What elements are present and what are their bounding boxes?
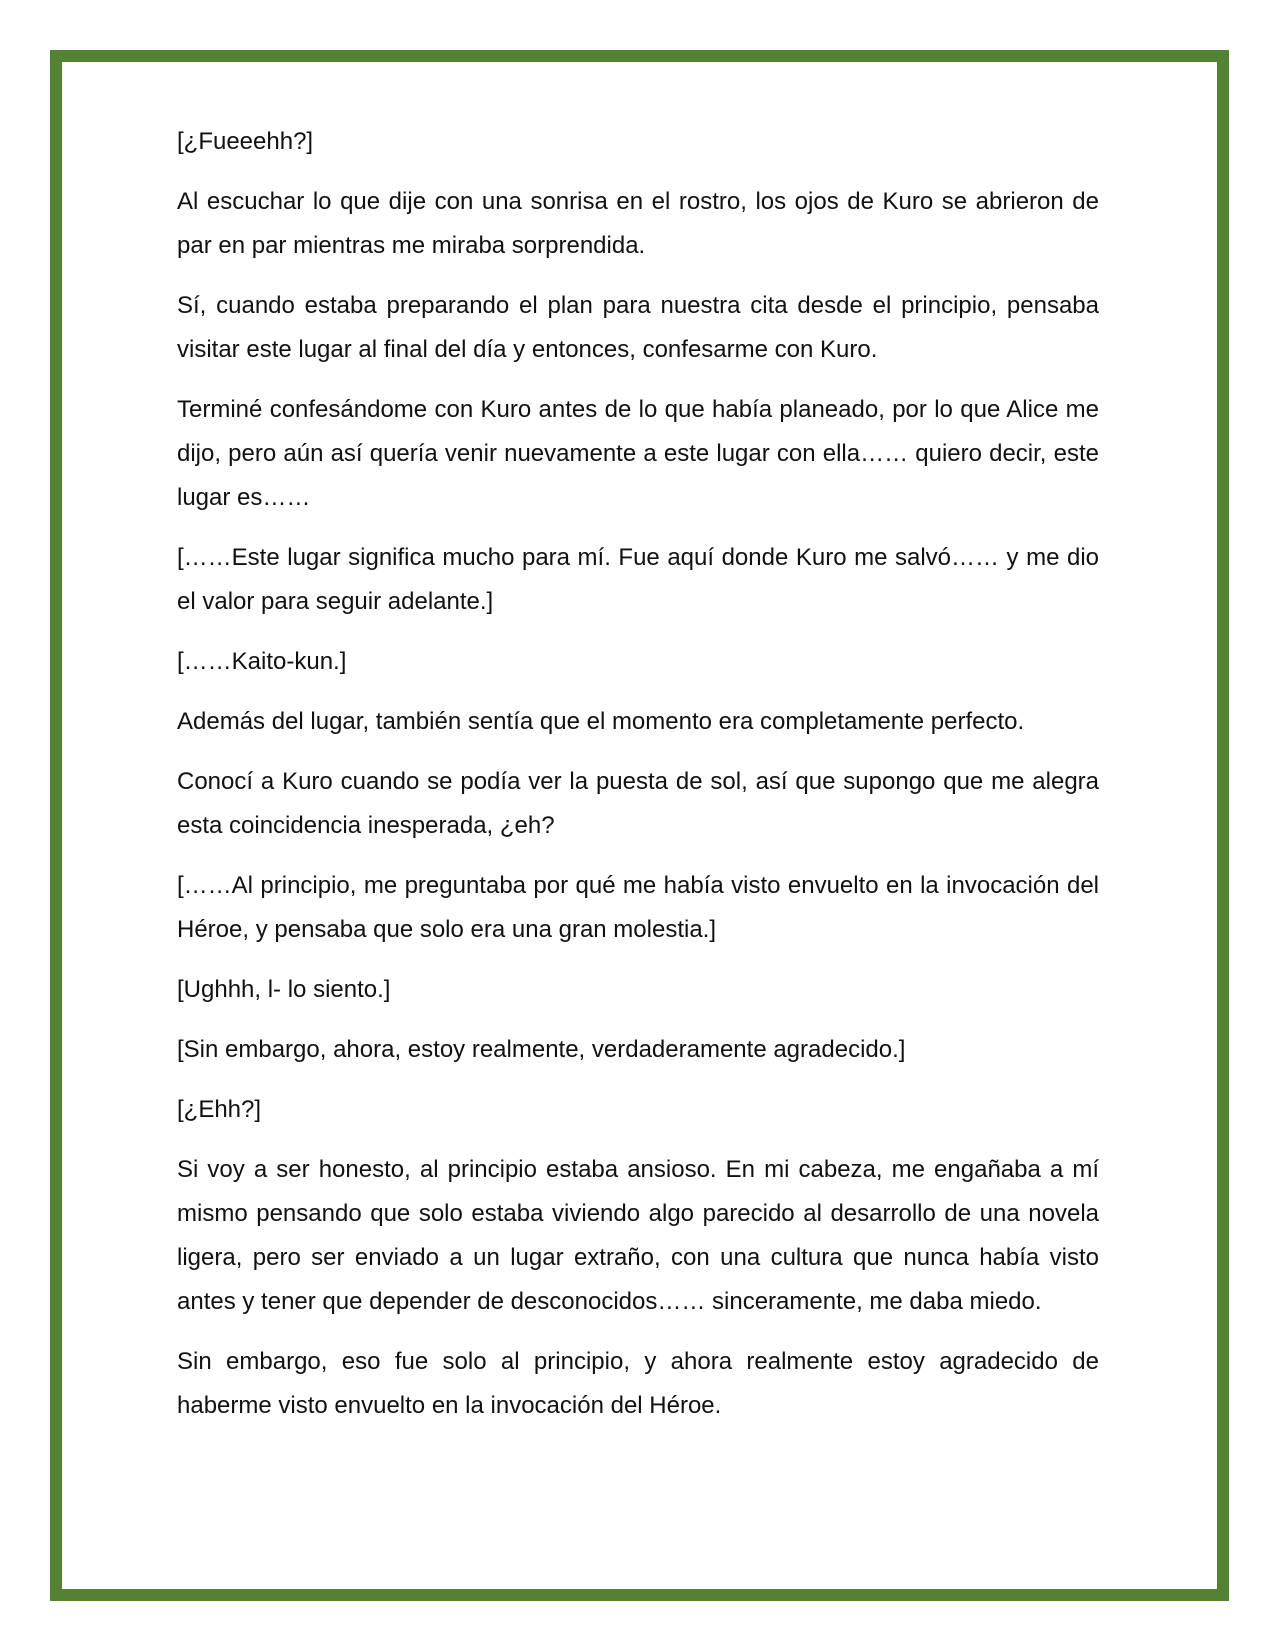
paragraph: Conocí a Kuro cuando se podía ver la puesta de sol, así que supongo que me alegra esta coincidencia inesperada, ¿eh? [177,768,1099,839]
paragraph: [……Al principio, me preguntaba por qué me había visto envuelto en la invocación del Héroe, y pensaba que solo era una gran molestia.] [177,872,1099,943]
paragraph: Si voy a ser honesto, al principio estaba ansioso. En mi cabeza, me engañaba a mí mismo pensando que solo estaba viviendo algo parecido al desarrollo de una novela ligera, pero ser enviado a un lugar extraño, con una cultura que nunca había visto antes y tener que depender de desconocidos…… sinceramente, me daba miedo. [177,1156,1099,1315]
paragraph: [……Kaito-kun.] [177,648,347,675]
paragraph: [Ughhh, l- lo siento.] [177,976,391,1003]
paragraph: [¿Fueeehh?] [177,128,314,155]
paragraph: Sí, cuando estaba preparando el plan para nuestra cita desde el principio, pensaba visitar este lugar al final del día y entonces, confesarme con Kuro. [177,292,1099,363]
document-body [177,120,1099,1444]
paragraph: [……Este lugar significa mucho para mí. Fue aquí donde Kuro me salvó…… y me dio el valor para seguir adelante.] [177,544,1099,615]
paragraph: [¿Ehh?] [177,1096,262,1123]
paragraph: [Sin embargo, ahora, estoy realmente, verdaderamente agradecido.] [177,1036,906,1063]
paragraph: Sin embargo, eso fue solo al principio, y ahora realmente estoy agradecido de haberme visto envuelto en la invocación del Héroe. [177,1348,1099,1419]
paragraph: Terminé confesándome con Kuro antes de lo que había planeado, por lo que Alice me dijo, pero aún así quería venir nuevamente a este lugar con ella…… quiero decir, este lugar es…… [177,396,1099,511]
paragraph: Al escuchar lo que dije con una sonrisa en el rostro, los ojos de Kuro se abrieron de par en par mientras me miraba sorprendida. [177,188,1099,259]
paragraph: Además del lugar, también sentía que el momento era completamente perfecto. [177,708,1025,735]
